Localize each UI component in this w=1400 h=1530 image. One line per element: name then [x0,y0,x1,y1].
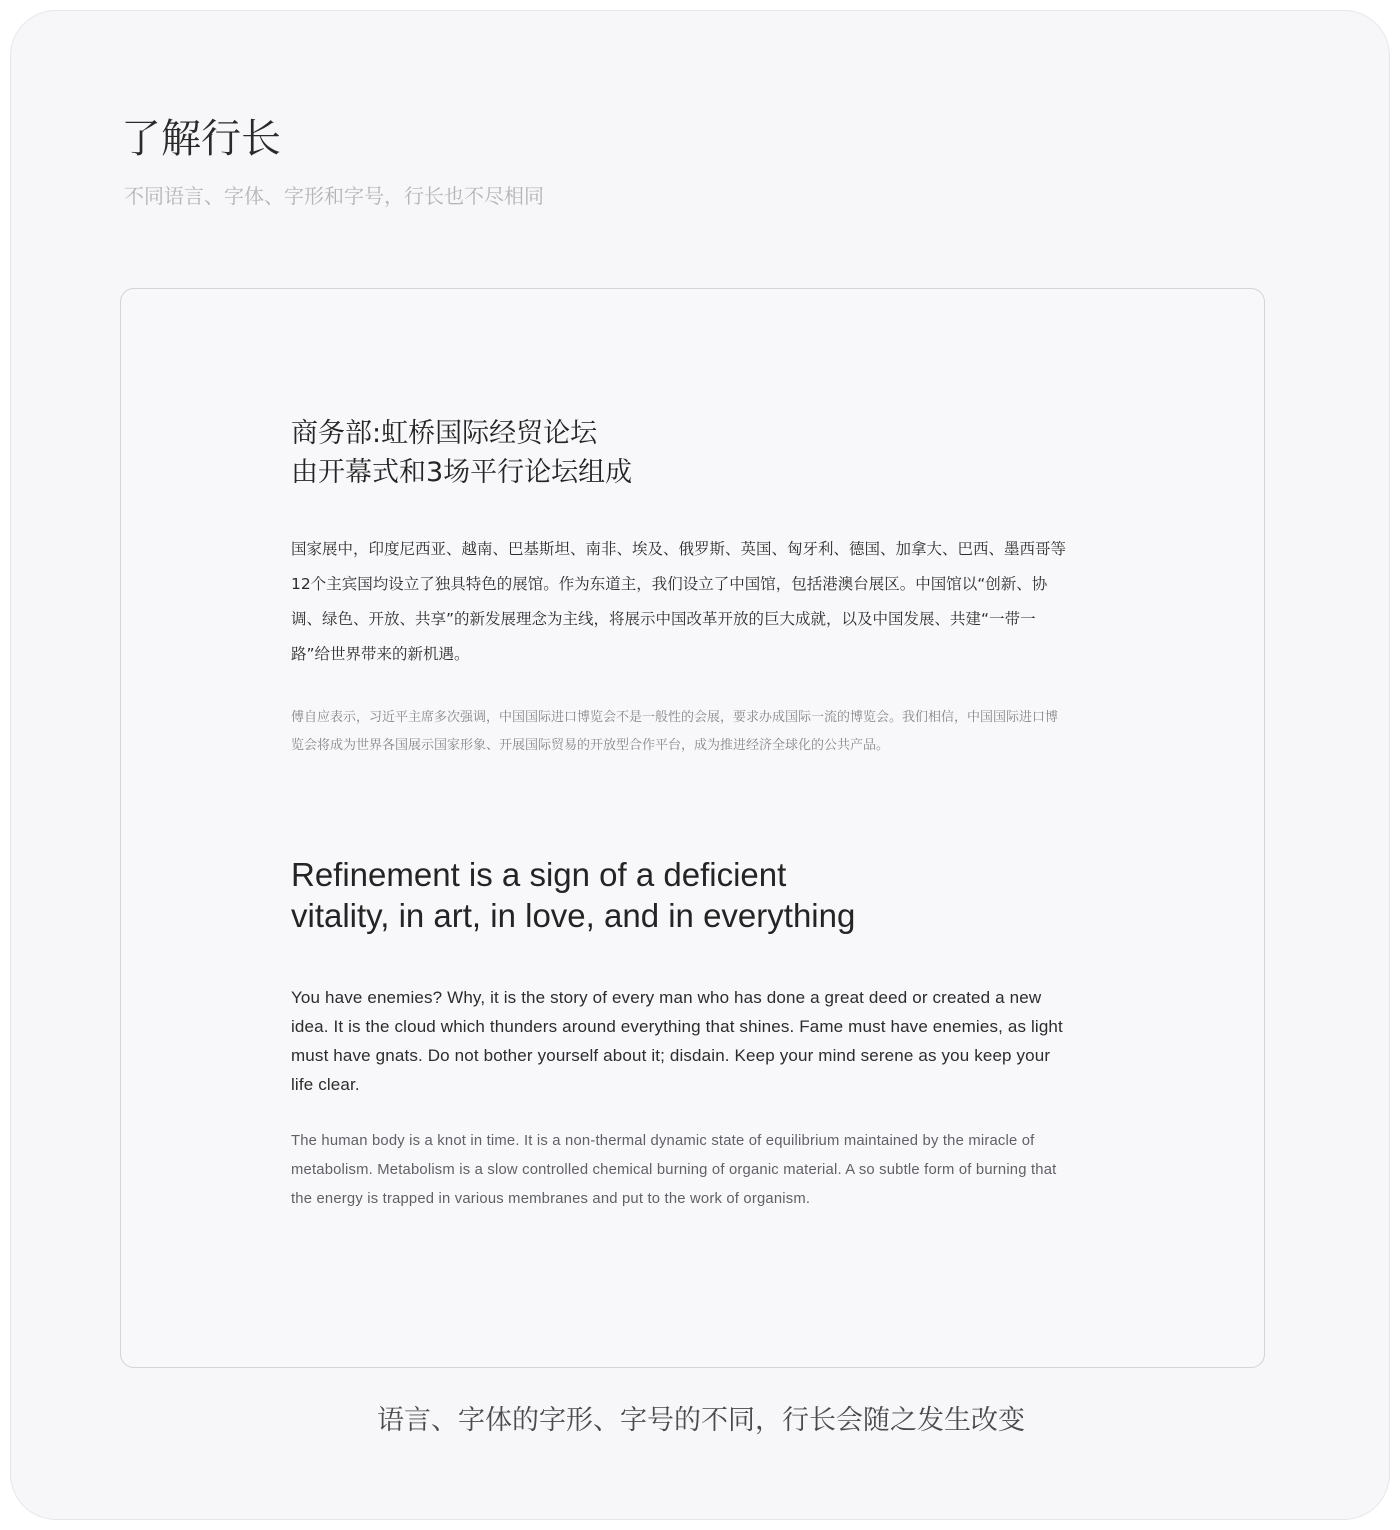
section-title: 了解行长 [121,116,281,162]
english-heading-line-2: vitality, in art, in love, and in everything [291,897,856,934]
chinese-sample-heading [291,414,632,492]
chinese-heading-line-2: 由开幕式和3场平行论坛组成 [291,457,633,488]
chinese-heading-line-1: 商务部:虹桥国际经贸论坛 [291,418,598,449]
english-sample-heading [291,854,855,936]
chinese-sample-body: 国家展中，印度尼西亚、越南、巴基斯坦、南非、埃及、俄罗斯、英国、匈牙利、德国、加拿大、巴西、墨西哥等12个主宾国均设立了独具特色的展馆。作为东道主，我们设立了中国馆，包括港澳台展区。中国馆以“创新、协调、绿色、开放、共享”的新发展理念为主线，将展示中国改革开放的巨大成就，以及中国发展、共建“一带一路”给世界带来的新机遇。 [291,540,1067,663]
footer-note: 语言、字体的字形、字号的不同，行长会随之发生改变 [377,1405,1025,1436]
page-container [10,10,1390,1520]
line-length-demo-card [120,288,1265,1368]
english-sample-body: You have enemies? Why, it is the story of every man who has done a great deed or created a new idea. It is the cloud which thunders around everything that shines. Fame must have enemies, as light must have gnats. Do not bother yourself about it; disdain. Keep your mind serene as you keep your life clear. [291,988,1063,1094]
english-sample-caption: The human body is a knot in time. It is a non-thermal dynamic state of equilibrium maintained by the miracle of metabolism. Metabolism is a slow controlled chemical burning of organic material. A so subtle form of burning that the energy is trapped in various membranes and put to the work of organism. [291,1133,1057,1207]
chinese-sample-caption: 傅自应表示，习近平主席多次强调，中国国际进口博览会不是一般性的会展，要求办成国际一流的博览会。我们相信，中国国际进口博览会将成为世界各国展示国家形象、开展国际贸易的开放型合作平台，成为推进经济全球化的公共产品。 [291,710,1059,753]
english-heading-line-1: Refinement is a sign of a deficient [291,856,787,893]
section-subtitle: 不同语言、字体、字形和字号，行长也不尽相同 [124,184,544,208]
